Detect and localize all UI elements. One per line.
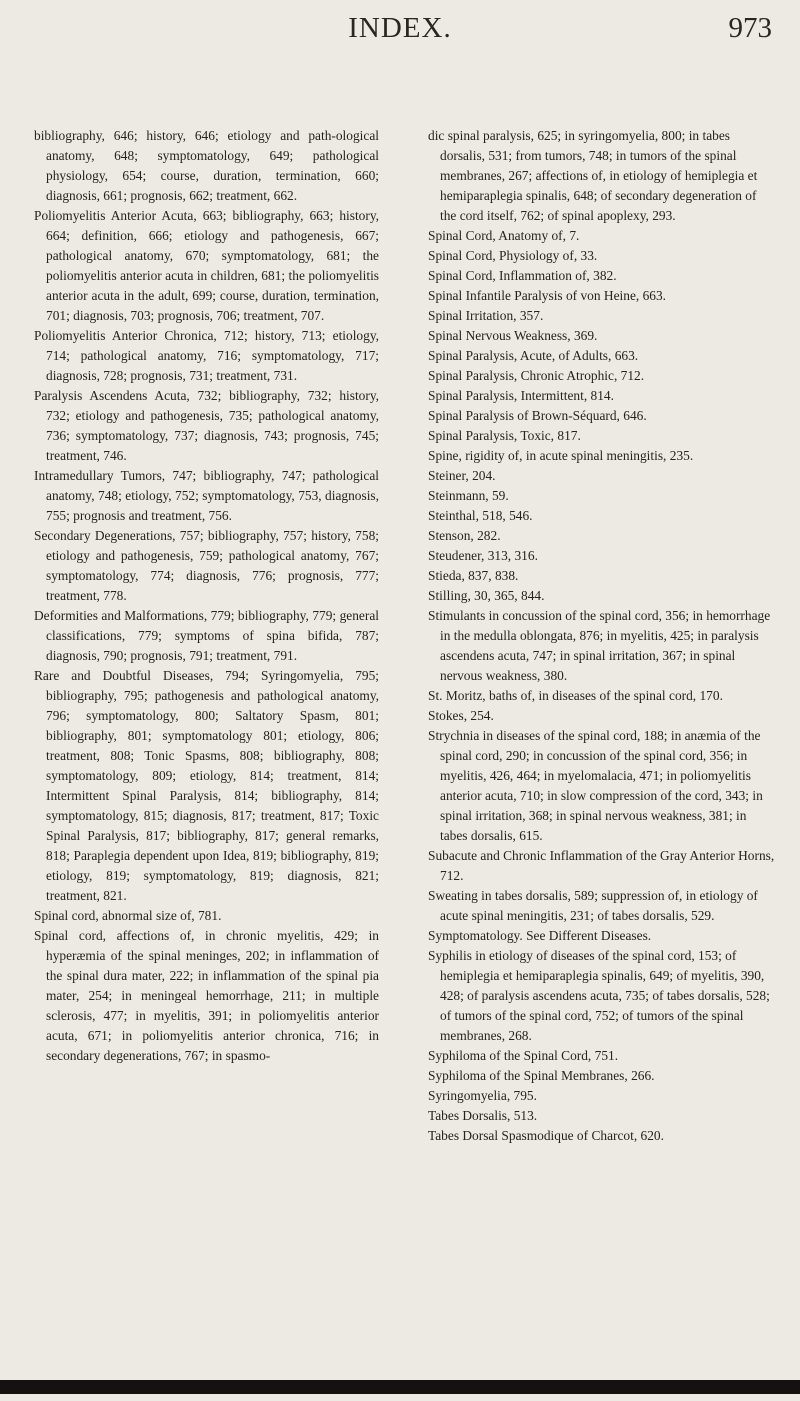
index-entry: Spine, rigidity of, in acute spinal meningitis, 235. (428, 448, 694, 463)
index-entry: dic spinal paralysis, 625; in syringomyelia, 800; in tabes dorsalis, 531; from tumors, 748; in tumors of the spinal membranes, 267; affections of, in etiology of hemiplegia et hemiparaplegia spinalis, 648; of secondary degeneration of the cord itself, 762; of spinal apoplexy, 293. (428, 128, 758, 223)
index-entry: Stenson, 282. (428, 528, 501, 543)
index-entry: Secondary Degenerations, 757; bibliography, 757; history, 758; etiology and pathogenesis, 759; pathological anatomy, 767; symptomatology, 774; diagnosis, 776; prognosis, 777; treatment, 778. (34, 528, 379, 603)
page-title: INDEX. (348, 12, 452, 44)
index-entry: Stokes, 254. (428, 708, 494, 723)
index-entry: bibliography, 646; history, 646; etiology and path-ological anatomy, 648; symptomatology, 649; pathological physiology, 654; course, duration, termination, 660; diagnosis, 661; prognosis, 662; treatment, 662. (34, 128, 379, 203)
right-column (428, 126, 776, 1146)
index-entry: Spinal Paralysis of Brown-Séquard, 646. (428, 408, 647, 423)
page-header (0, 12, 800, 52)
index-entry: Subacute and Chronic Inflammation of the Gray Anterior Horns, 712. (428, 848, 775, 883)
index-entry: Spinal Paralysis, Intermittent, 814. (428, 388, 614, 403)
index-entry: Spinal Cord, Anatomy of, 7. (428, 228, 580, 243)
index-entry: Poliomyelitis Anterior Acuta, 663; bibliography, 663; history, 664; definition, 666; etiology and pathogenesis, 667; pathological anatomy, 670; symptomatology, 681; the poliomyelitis anterior acuta in children, 681; the poliomyelitis anterior acuta in the adult, 699; course, duration, termination, 701; diagnosis, 703; prognosis, 706; treatment, 707. (34, 208, 379, 323)
page-bottom-edge (0, 1380, 800, 1394)
left-column (34, 126, 379, 1066)
index-entry: Steinthal, 518, 546. (428, 508, 533, 523)
index-entry: Syphiloma of the Spinal Cord, 751. (428, 1048, 619, 1063)
index-entry: Rare and Doubtful Diseases, 794; Syringomyelia, 795; bibliography, 795; pathogenesis and pathological anatomy, 796; symptomatology, 800; Saltatory Spasm, 801; bibliography, 801; symptomatology 801; etiology, 806; treatment, 808; Tonic Spasms, 808; bibliography, 808; symptomatology, 809; etiology, 814; treatment, 814; Intermittent Spinal Paralysis, 814; bibliography, 814; symptomatology, 815; diagnosis, 817; treatment, 817; Toxic Spinal Paralysis, 817; bibliography, 817; general remarks, 818; Paraplegia dependent upon Idea, 819; bibliography, 819; etiology, 819; symptomatology, 819; diagnosis, 821; treatment, 821. (34, 668, 379, 903)
index-entry: Spinal Irritation, 357. (428, 308, 544, 323)
page-number: 973 (728, 12, 772, 44)
index-entry: Intramedullary Tumors, 747; bibliography, 747; pathological anatomy, 748; etiology, 752; symptomatology, 753, diagnosis, 755; prognosis and treatment, 756. (34, 468, 379, 523)
index-entry: Spinal Nervous Weakness, 369. (428, 328, 598, 343)
index-entry: Spinal cord, affections of, in chronic myelitis, 429; in hyperæmia of the spinal meninges, 202; in inflammation of the spinal dura mater, 222; in inflammation of the spinal pia mater, 254; in meningeal hemorrhage, 211; in multiple sclerosis, 477; in myelitis, 391; in poliomyelitis anterior acuta, 671; in poliomyelitis anterior chronica, 716; in secondary degenerations, 767; in spasmo- (34, 928, 379, 1063)
index-entry: Sweating in tabes dorsalis, 589; suppression of, in etiology of acute spinal meningitis, 231; of tabes dorsalis, 529. (428, 888, 758, 923)
index-entry: Strychnia in diseases of the spinal cord, 188; in anæmia of the spinal cord, 290; in concussion of the spinal cord, 356; in myelitis, 426, 464; in myelomalacia, 471; in poliomyelitis anterior acuta, 710; in slow compression of the cord, 343; in spinal irritation, 368; in spinal nervous weakness, 381; in tabes dorsalis, 615. (428, 728, 763, 843)
index-entry: Stimulants in concussion of the spinal cord, 356; in hemorrhage in the medulla oblongata, 876; in myelitis, 425; in paralysis ascendens acuta, 747; in spinal irritation, 367; in spinal nervous weakness, 380. (428, 608, 771, 683)
index-entry: Symptomatology. See Different Diseases. (428, 928, 652, 943)
index-entry: Deformities and Malformations, 779; bibliography, 779; general classifications, 779; symptoms of spina bifida, 787; diagnosis, 790; prognosis, 791; treatment, 791. (34, 608, 379, 663)
index-entry: Steudener, 313, 316. (428, 548, 538, 563)
index-entry: Tabes Dorsalis, 513. (428, 1108, 538, 1123)
index-entry: Spinal Paralysis, Acute, of Adults, 663. (428, 348, 639, 363)
index-entry: Syphilis in etiology of diseases of the spinal cord, 153; of hemiplegia et hemiparaplegia spinalis, 649; of myelitis, 390, 428; of paralysis ascendens acuta, 735; of tabes dorsalis, 528; of tumors of the spinal cord, 752; of tumors of the spinal membranes, 268. (428, 948, 770, 1043)
index-entry: Stilling, 30, 365, 844. (428, 588, 545, 603)
index-entry: St. Moritz, baths of, in diseases of the spinal cord, 170. (428, 688, 723, 703)
index-entry: Spinal Cord, Inflammation of, 382. (428, 268, 617, 283)
index-entry: Steinmann, 59. (428, 488, 509, 503)
index-entry: Paralysis Ascendens Acuta, 732; bibliography, 732; history, 732; etiology and pathogenesis, 735; pathological anatomy, 736; symptomatology, 737; diagnosis, 743; prognosis, 745; treatment, 746. (34, 388, 379, 463)
index-entry: Poliomyelitis Anterior Chronica, 712; history, 713; etiology, 714; pathological anatomy, 716; symptomatology, 717; diagnosis, 728; prognosis, 731; treatment, 731. (34, 328, 379, 383)
index-entry: Tabes Dorsal Spasmodique of Charcot, 620. (428, 1128, 664, 1143)
index-entry: Syphiloma of the Spinal Membranes, 266. (428, 1068, 655, 1083)
index-entry: Spinal Paralysis, Toxic, 817. (428, 428, 581, 443)
index-entry: Syringomyelia, 795. (428, 1088, 537, 1103)
index-entry: Spinal Cord, Physiology of, 33. (428, 248, 598, 263)
index-entry: Steiner, 204. (428, 468, 496, 483)
index-entry: Spinal Paralysis, Chronic Atrophic, 712. (428, 368, 645, 383)
index-entry: Spinal Infantile Paralysis of von Heine, 663. (428, 288, 667, 303)
index-entry: Stieda, 837, 838. (428, 568, 519, 583)
index-entry: Spinal cord, abnormal size of, 781. (34, 908, 222, 923)
